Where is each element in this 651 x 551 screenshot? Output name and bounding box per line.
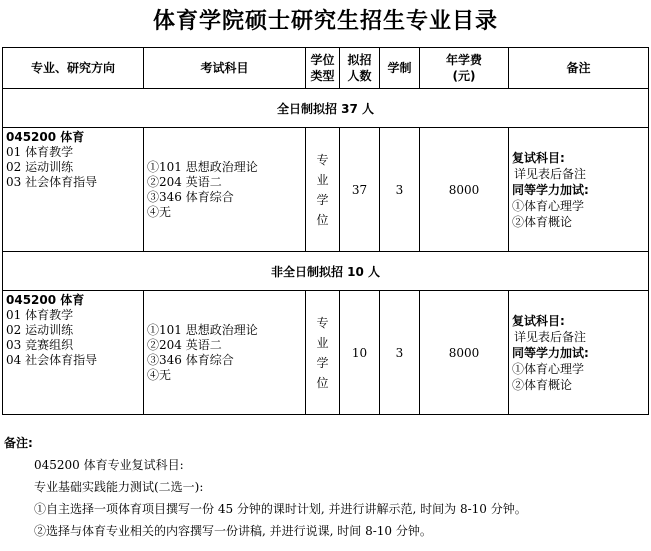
equiv-item: ②体育概论	[512, 377, 573, 392]
direction-item: 02 运动训练	[6, 323, 74, 337]
header-remark: 备注	[509, 48, 649, 89]
subject-item: ④无	[147, 204, 172, 219]
degree-type-cell: 专 业 学 位	[306, 128, 340, 252]
equiv-title: 同等学力加试:	[512, 182, 589, 197]
remarks-line: ①自主选择一项体育项目撰写一份 45 分钟的课时计划, 并进行讲解示范, 时间为 8-10 分钟。	[34, 502, 527, 516]
header-major: 专业、研究方向	[3, 48, 144, 89]
equiv-title: 同等学力加试:	[512, 345, 589, 360]
subject-item: ②204 英语二	[147, 174, 222, 189]
major-code: 045200 体育	[6, 293, 85, 307]
section-row-parttime	[3, 252, 649, 291]
header-years: 学制	[380, 48, 420, 89]
direction-item: 03 竞赛组织	[6, 338, 74, 352]
direction-item: 01 体育教学	[6, 145, 74, 159]
retest-title: 复试科目:	[512, 150, 565, 165]
exam-subjects-cell	[144, 128, 306, 252]
direction-item: 03 社会体育指导	[6, 175, 98, 189]
subject-item: ②204 英语二	[147, 337, 222, 352]
degree-type-cell: 专 业 学 位	[306, 291, 340, 415]
direction-item: 02 运动训练	[6, 160, 74, 174]
major-cell	[3, 128, 144, 252]
equiv-item: ①体育心理学	[512, 361, 585, 376]
direction-item: 04 社会体育指导	[6, 353, 98, 367]
equiv-item: ①体育心理学	[512, 198, 585, 213]
remarks-line: ②选择与体育专业相关的内容撰写一份讲稿, 并进行说课, 时间 8-10 分钟。	[34, 524, 432, 538]
subject-item: ③346 体育综合	[147, 352, 234, 367]
equiv-item: ②体育概论	[512, 214, 573, 229]
subject-item: ③346 体育综合	[147, 189, 234, 204]
remarks-heading: 备注:	[4, 436, 33, 450]
subject-item: ④无	[147, 367, 172, 382]
years-cell: 3	[380, 128, 420, 252]
remarks-line: 专业基础实践能力测试(二选一):	[34, 480, 204, 494]
fee-cell: 8000	[420, 291, 509, 415]
remarks-line: 045200 体育专业复试科目:	[34, 458, 184, 472]
exam-subjects-cell	[144, 291, 306, 415]
retest-text: 详见表后备注	[514, 166, 587, 181]
years-cell: 3	[380, 291, 420, 415]
table-row	[3, 291, 649, 415]
header-fee: 年学费 (元)	[420, 48, 509, 89]
section-row-fulltime	[3, 89, 649, 128]
table-header-row	[3, 48, 649, 89]
remark-cell	[509, 128, 649, 252]
header-degree: 学位 类型	[306, 48, 340, 89]
fee-cell: 8000	[420, 128, 509, 252]
quota-cell: 37	[340, 128, 380, 252]
header-quota: 拟招 人数	[340, 48, 380, 89]
direction-item: 01 体育教学	[6, 308, 74, 322]
section-label: 非全日制拟招 10 人	[3, 252, 649, 291]
catalog-table	[2, 47, 649, 415]
retest-text: 详见表后备注	[514, 329, 587, 344]
quota-cell: 10	[340, 291, 380, 415]
page-title: 体育学院硕士研究生招生专业目录	[152, 9, 498, 34]
major-cell	[3, 291, 144, 415]
retest-title: 复试科目:	[512, 313, 565, 328]
section-label: 全日制拟招 37 人	[3, 89, 649, 128]
major-code: 045200 体育	[6, 130, 85, 144]
subject-item: ①101 思想政治理论	[147, 322, 258, 337]
table-row	[3, 128, 649, 252]
header-exam: 考试科目	[144, 48, 306, 89]
remark-cell	[509, 291, 649, 415]
remarks-section	[4, 432, 644, 542]
subject-item: ①101 思想政治理论	[147, 159, 258, 174]
